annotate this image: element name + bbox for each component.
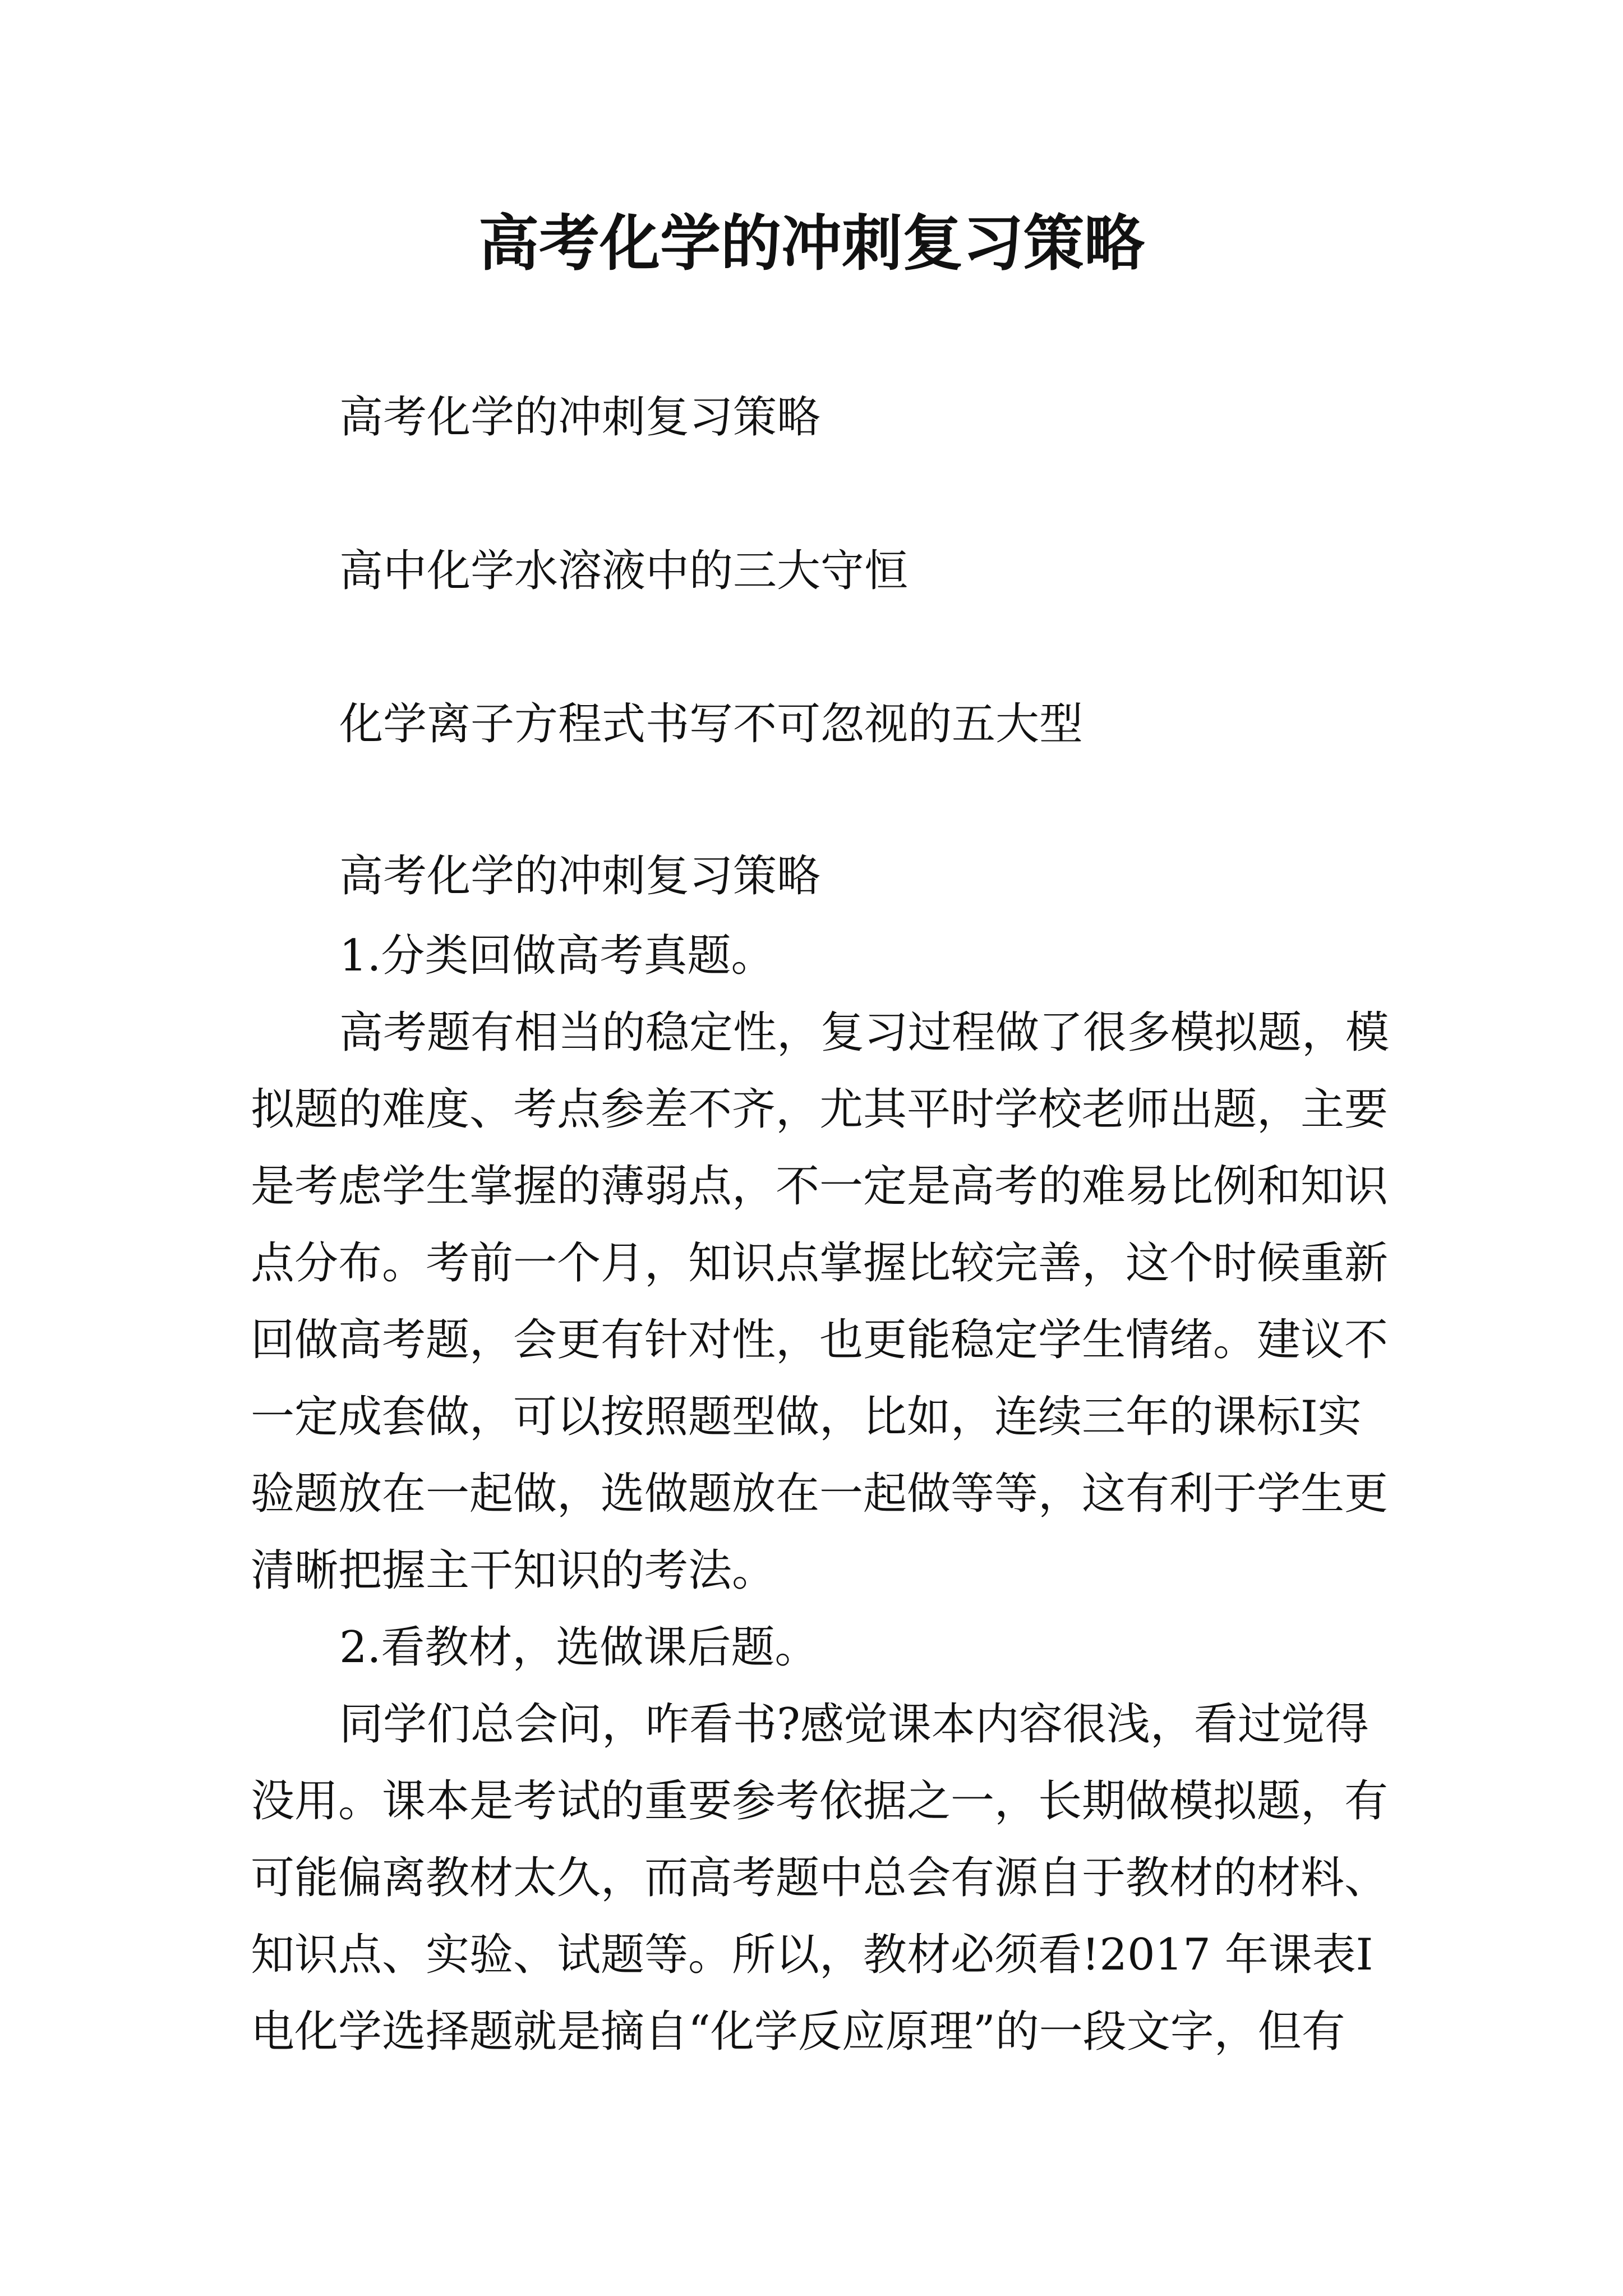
paragraph-line: 同学们总会问，咋看书?感觉课本内容很浅，看过觉得 bbox=[339, 1699, 1369, 1750]
section-title: 高考化学的冲刺复习策略 bbox=[339, 851, 821, 901]
toc-item-1: 高考化学的冲刺复习策略 bbox=[339, 392, 821, 443]
point-2-heading: 2.看教材，选做课后题。 bbox=[339, 1622, 819, 1673]
paragraph-line: 知识点、实验、试题等。所以，教材必须看!2017 年课表Ⅰ bbox=[251, 1930, 1373, 1980]
paragraph-line: 可能偏离教材太久，而高考题中总会有源自于教材的材料、 bbox=[251, 1853, 1389, 1903]
toc-item-2: 高中化学水溶液中的三大守恒 bbox=[339, 546, 909, 596]
toc-item-3: 化学离子方程式书写不可忽视的五大型 bbox=[339, 699, 1083, 749]
paragraph-line: 点分布。考前一个月，知识点掌握比较完善，这个时候重新 bbox=[251, 1238, 1389, 1289]
document-title: 高考化学的冲刺复习策略 bbox=[478, 208, 1145, 279]
paragraph-line: 一定成套做，可以按照题型做，比如，连续三年的课标Ⅰ实 bbox=[251, 1392, 1362, 1442]
point-1-heading: 1.分类回做高考真题。 bbox=[339, 931, 775, 981]
paragraph-line: 拟题的难度、考点参差不齐，尤其平时学校老师出题，主要 bbox=[251, 1084, 1389, 1135]
paragraph-line: 回做高考题，会更有针对性，也更能稳定学生情绪。建议不 bbox=[251, 1315, 1389, 1365]
paragraph-line: 电化学选择题就是摘自“化学反应原理”的一段文字，但有 bbox=[251, 2007, 1345, 2057]
paragraph-line: 清晰把握主干知识的考法。 bbox=[251, 1545, 776, 1596]
paragraph-line: 高考题有相当的稳定性，复习过程做了很多模拟题，模 bbox=[339, 1007, 1390, 1058]
paragraph-line: 是考虑学生掌握的薄弱点，不一定是高考的难易比例和知识 bbox=[251, 1161, 1389, 1212]
paragraph-line: 验题放在一起做，选做题放在一起做等等，这有利于学生更 bbox=[251, 1469, 1389, 1519]
paragraph-line: 没用。课本是考试的重要参考依据之一，长期做模拟题，有 bbox=[251, 1776, 1389, 1826]
